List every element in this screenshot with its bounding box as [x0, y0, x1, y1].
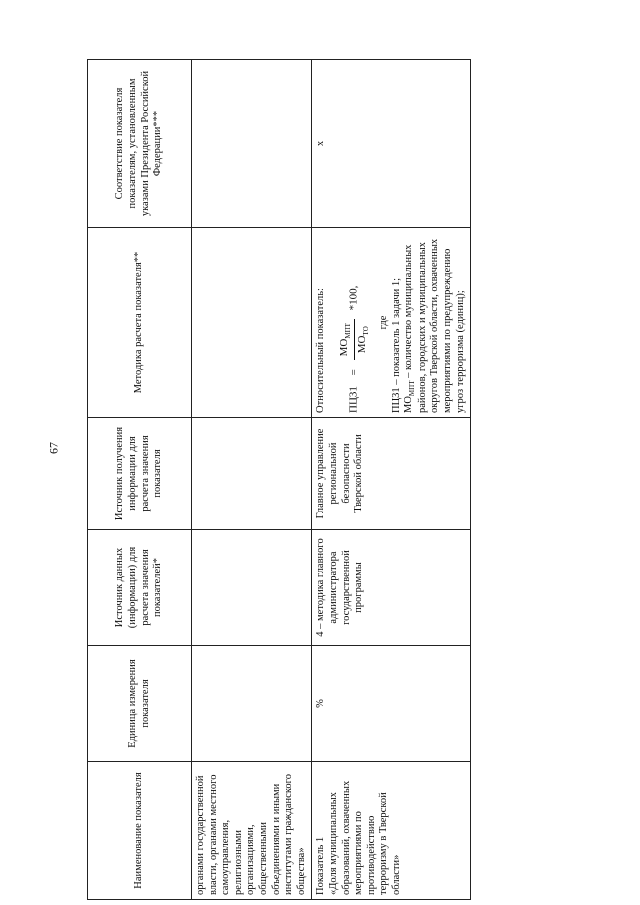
cell-compliance: х [312, 60, 471, 228]
formula-numerator: $МО_{МПТ}$ [338, 319, 355, 360]
formula-denominator: $МО_{ТО}$ [355, 326, 370, 354]
header-name: Наименование показателя [88, 762, 192, 900]
formula [338, 232, 370, 413]
table-row-continued [192, 60, 312, 900]
header-compliance: Соответствие показателя показателям, установленным указами Президента Российской Федерации*** [88, 60, 192, 228]
cell-source-info: Главное управление региональной безопасности Тверской области [312, 418, 471, 530]
definition-2: $МО_{МПТ}$ – количество муниципальных районов, городских и муниципальных округов Тверской области, охваченных мероприятиями по предупреждению угроз терроризма (единиц); [403, 238, 466, 413]
cell-source-data: 4 – методика главного администратора государственной программы [312, 530, 471, 646]
formula-fraction [338, 319, 370, 360]
cell-indicator-name [312, 762, 471, 900]
page-number: 67 [46, 442, 61, 454]
formula-lhs-suffix: 1 [347, 386, 360, 392]
indicator-description: «Доля муниципальных образований, охваченных мероприятиями по противодействию терроризму в Тверской области» [327, 780, 402, 895]
formula-lhs-sub: Ц3 [347, 391, 360, 406]
cell-empty [192, 418, 312, 530]
cell-empty [192, 60, 312, 228]
header-method: Методика расчета показателя** [88, 228, 192, 418]
indicator-table [87, 59, 471, 900]
table-row-indicator [312, 60, 471, 900]
formula-multiplier: *100, [347, 285, 360, 311]
header-source-data: Источник данных (информации) для расчета значения показателей* [88, 530, 192, 646]
formula-lhs: П [347, 405, 360, 413]
header-source-info: Источник получения информации для расчета значения показателя [88, 418, 192, 530]
cell-method [312, 228, 471, 418]
header-unit: Единица измерения показателя [88, 646, 192, 762]
rotated-table-container [87, 60, 466, 900]
cell-empty [192, 646, 312, 762]
table-header-row [88, 60, 192, 900]
cell-empty [192, 530, 312, 646]
cell-unit: % [312, 646, 471, 762]
formula-where: где [378, 315, 390, 330]
formula-equals: = [347, 369, 360, 376]
indicator-title: Показатель 1 [315, 836, 327, 895]
definition-1: ПЦ31 – показатель 1 задачи 1; [390, 277, 402, 413]
cell-empty [192, 228, 312, 418]
method-intro: Относительный показатель: [315, 288, 327, 413]
cell-name-continued: органами государственной власти, органами местного самоуправления, религиозными организациями, общественными объединениями и иными институтами гражданского общества» [192, 762, 312, 900]
